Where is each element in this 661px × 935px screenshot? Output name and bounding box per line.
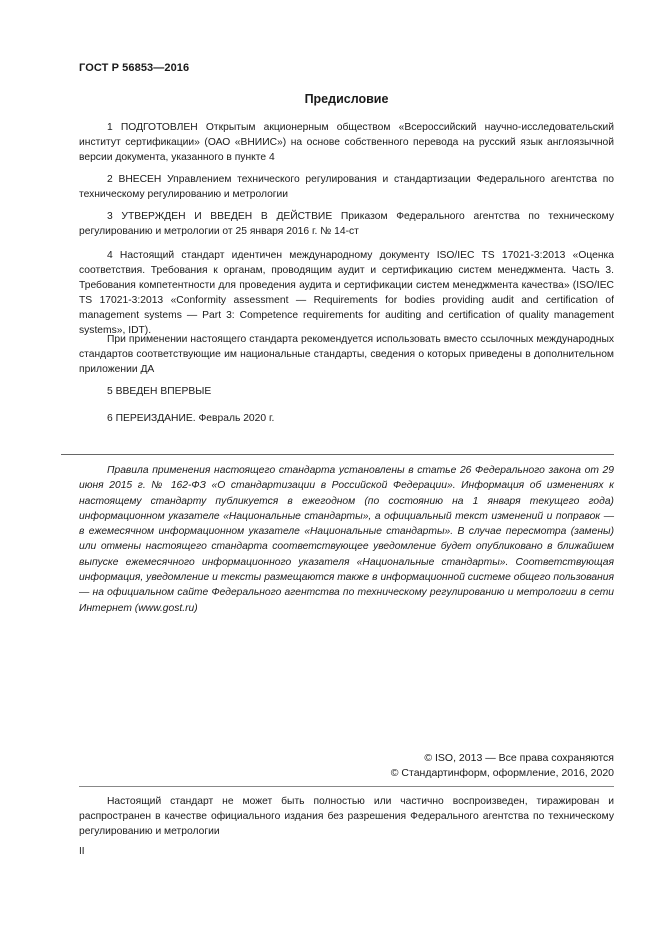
copyright-standartinform: © Стандартинформ, оформление, 2016, 2020 bbox=[390, 767, 614, 779]
reprint-notice: Настоящий стандарт не может быть полностью или частично воспроизведен, тиражирован и распространен в качестве официального издания без разрешения Федерального агентства по техническому регулированию и метрологии bbox=[79, 796, 614, 837]
footer-divider bbox=[79, 786, 614, 787]
copyright-iso: © ISO, 2013 — Все права сохраняются bbox=[424, 752, 614, 764]
section-divider bbox=[61, 454, 614, 455]
foreword-item-introduced: 5 ВВЕДЕН ВПЕРВЫЕ bbox=[107, 386, 212, 397]
page-number: II bbox=[79, 846, 85, 857]
foreword-item-approved: 3 УТВЕРЖДЕН И ВВЕДЕН В ДЕЙСТВИЕ Приказом Федерального агентства по техническому регулированию и метрологии от 25 января 2016 г. № 14-ст bbox=[79, 211, 614, 237]
foreword-item-submitted: 2 ВНЕСЕН Управлением технического регулирования и стандартизации Федерального агентства по техническому регулированию и метрологии bbox=[79, 174, 614, 200]
document-code: ГОСТ Р 56853—2016 bbox=[79, 62, 190, 74]
standard-rules-note: Правила применения настоящего стандарта установлены в статье 26 Федерального закона от 29 июня 2015 г. № 162-ФЗ «О стандартизации в Российской Федерации». Информация об изменениях к настоящему стандарту публикуется в ежегодном (по состоянию на 1 января текущего года) информационном указателе «Национальные стандарты», а официальный текст изменений и поправок — в ежемесячном информационном указателе «Национальные стандарты». В случае пересмотра (замены) или отмены настоящего стандарта соответствующее уведомление будет опубликовано в ближайшем выпуске ежемесячного информационного указателя «Национальные стандарты». Соответствующая информация, уведомление и тексты размещаются также в информационной системе общего пользования — на официальном сайте Федерального агентства по техническому регулированию и метрологии в сети Интернет (www.gost.ru) bbox=[79, 465, 614, 614]
foreword-item-reissue: 6 ПЕРЕИЗДАНИЕ. Февраль 2020 г. bbox=[107, 413, 275, 424]
page-title-text: Предисловие bbox=[304, 92, 389, 106]
foreword-item-prepared: 1 ПОДГОТОВЛЕН Открытым акционерным обществом «Всероссийский научно-исследовательский институт сертификации» (ОАО «ВНИИС») на основе собственного перевода на русский язык англоязычной версии документа, указанного в пункте 4 bbox=[79, 122, 614, 163]
foreword-item-identical: 4 Настоящий стандарт идентичен международному документу ISO/IEC TS 17021-3:2013 «Оценка соответствия. Требования к органам, проводящим аудит и сертификацию систем менеджмента. Часть 3. Требования компетентности для проведения аудита и сертификации систем менеджмента качества» (ISO/IEC TS 17021-3:2013 «Conformity assessment — Requirements for bodies providing audit and certification of management systems — Part 3: Competence requirements for auditing and certification of quality management systems», IDT). bbox=[79, 250, 614, 336]
page-title bbox=[0, 92, 661, 106]
foreword-item-application: При применении настоящего стандарта рекомендуется использовать вместо ссылочных международных стандартов соответствующие им национальные стандарты, сведения о которых приведены в дополнительном приложении ДА bbox=[79, 334, 614, 375]
